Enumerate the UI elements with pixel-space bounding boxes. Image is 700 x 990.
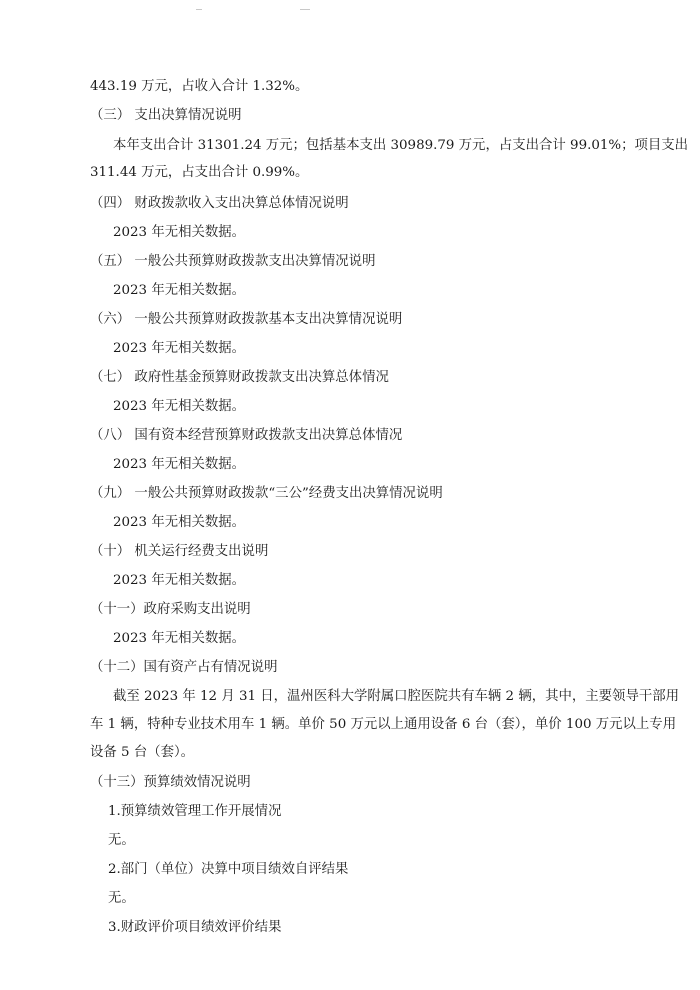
text-line: 截至 2023 年 12 月 31 日，温州医科大学附属口腔医院共有车辆 2 辆，其中，主要领导干部用 <box>113 689 680 704</box>
text-line: 2023 年无相关数据。 <box>113 283 246 298</box>
scan-artifact <box>196 9 202 10</box>
section-heading: （十） 机关运行经费支出说明 <box>90 544 269 559</box>
text-line: 无。 <box>108 891 135 906</box>
text-line: 2023 年无相关数据。 <box>113 631 246 646</box>
section-heading: （十一）政府采购支出说明 <box>90 602 251 617</box>
scan-artifact <box>300 9 310 10</box>
section-heading: （六） 一般公共预算财政拨款基本支出决算情况说明 <box>90 312 403 327</box>
subsection-heading: 2.部门（单位）决算中项目绩效自评结果 <box>108 862 349 877</box>
text-line: 设备 5 台（套）。 <box>90 745 195 760</box>
section-heading: （三） 支出决算情况说明 <box>90 108 242 123</box>
text-line: 2023 年无相关数据。 <box>113 573 246 588</box>
section-heading: （七） 政府性基金预算财政拨款支出决算总体情况 <box>90 370 389 385</box>
text-line: 311.44 万元，占支出合计 0.99%。 <box>90 165 309 180</box>
text-line: 2023 年无相关数据。 <box>113 515 246 530</box>
text-line: 2023 年无相关数据。 <box>113 457 246 472</box>
section-heading: （十三）预算绩效情况说明 <box>90 775 251 790</box>
section-heading: （四） 财政拨款收入支出决算总体情况说明 <box>90 196 349 211</box>
text-line: 2023 年无相关数据。 <box>113 341 246 356</box>
section-heading: （十二）国有资产占有情况说明 <box>90 660 278 675</box>
text-line: 无。 <box>108 833 135 848</box>
section-heading: （九） 一般公共预算财政拨款“三公”经费支出决算情况说明 <box>90 486 443 501</box>
subsection-heading: 1.预算绩效管理工作开展情况 <box>108 804 282 819</box>
text-line: 车 1 辆，特种专业技术用车 1 辆。单价 50 万元以上通用设备 6 台（套），单价 100 万元以上专用 <box>90 717 677 732</box>
text-line: 443.19 万元，占收入合计 1.32%。 <box>90 79 309 94</box>
section-heading: （八） 国有资本经营预算财政拨款支出决算总体情况 <box>90 428 403 443</box>
section-heading: （五） 一般公共预算财政拨款支出决算情况说明 <box>90 254 376 269</box>
text-line: 2023 年无相关数据。 <box>113 225 246 240</box>
text-line: 本年支出合计 31301.24 万元；包括基本支出 30989.79 万元，占支出合计 99.01%；项目支出 <box>113 138 689 153</box>
subsection-heading: 3.财政评价项目绩效评价结果 <box>108 920 282 935</box>
text-line: 2023 年无相关数据。 <box>113 399 246 414</box>
